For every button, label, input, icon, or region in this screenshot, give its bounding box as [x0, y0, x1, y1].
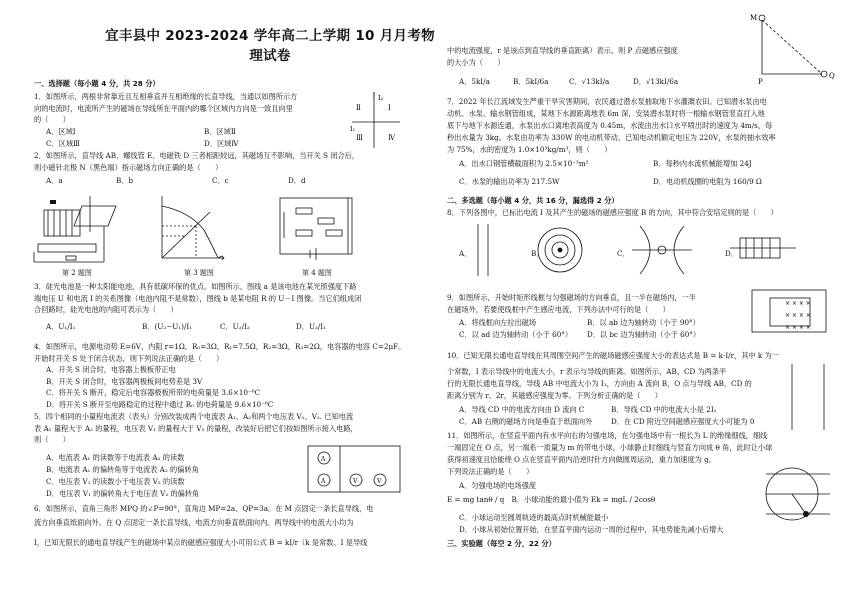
q3-line: 合回路时，硅光电池的内阻可表示为（ ） [34, 305, 178, 314]
q5-option: C．电压表 V₁ 的读数小于电压表 V₂ 的读数 [46, 477, 185, 486]
q8-line: 8．下列各图中，已标出电流 I 及其产生的磁场的磁感应强度 B 的方向，其中符合安培定则的是（ ） [447, 208, 778, 217]
q4-option: C．将开关 S 断开，稳定后电容器极板所带的电荷量是 3.6×10⁻⁶C [46, 388, 261, 397]
q11-option: E = mg tanθ / q B．小球动能的最小值为 Ek = mgL / 2cosθ [447, 495, 656, 504]
figure-caption: 第 3 题图 [184, 269, 214, 277]
q8-figure-d [730, 238, 796, 258]
q1-region-label: Ⅱ [356, 104, 361, 112]
q11-line: 获得初速度且恰能绕 O 点在竖直平面内沿逆时针方向做圆周运动，重力加速度为 g。 [447, 455, 716, 464]
q7-line: 秒出水量为 3kg。水泵由功率为 330W 的电动机带动，已知电动机额定电压为 220V，水泵的抽水效率 [447, 133, 776, 142]
q4-option: A．开关 S 闭合时，电容器上极板带正电 [46, 365, 176, 374]
q1-option: B．区域Ⅱ [204, 127, 236, 136]
q7-option: B．每秒内水流机械能增加 24J [653, 159, 752, 168]
charged-ball-icon [803, 511, 809, 517]
q2-option: A．a [46, 176, 63, 185]
q1-region-label: Ⅳ [388, 134, 395, 142]
q10-option: D．在 CD 附近空间磁感应强度大小可能为 0 [611, 417, 755, 426]
voltmeter-icon: V [353, 478, 358, 485]
q1-current-label: I₁ [350, 125, 356, 133]
q3-option: C．U₂/I₂ [220, 322, 250, 331]
q2-option: C．c [212, 176, 229, 185]
q1-current-label: I₂ [378, 94, 384, 102]
q1-option: A．区域Ⅰ [46, 127, 76, 136]
section-heading: 三、实验题（每空 2 分，22 分） [447, 539, 556, 548]
magnetic-field-cross-icon: × × × × [785, 324, 811, 331]
q11-line: 一端固定在 O 点，另一端系一质量为 m 的带电小球。小球静止时细线与竖直方向成 θ 角，此时让小球 [447, 443, 773, 452]
q5-option: D．电压表 V₁ 的偏转角大于电压表 V₂ 的偏转角 [46, 489, 200, 498]
ammeter-icon: A [321, 456, 326, 463]
magnetic-field-cross-icon: × × × × [785, 300, 811, 307]
q10-figure [792, 364, 824, 430]
magnetic-field-cross-icon: × × × × [785, 312, 811, 319]
q10-line: 距离分别为 r、2r，其磁感应强度为零。下列分析正确的是（ ） [447, 391, 662, 400]
q11-option: C．小球运动至圆周轨迹的最高点时机械能最小 [459, 513, 609, 522]
q6-point-label: M [750, 14, 758, 22]
q2-option: D．d [288, 176, 306, 185]
q5-line: 则（ ） [34, 435, 70, 444]
q6-line: 流方向垂直纸面向外。在 Q 点固定一条长直导线，电流方向垂直纸面向内。两导线中的电流大小均为 [34, 518, 354, 527]
q6-line: 6．如图所示，直角三角形 MPQ 的∠P=90°，直角边 MP=2a、QP=3a。在 M 点固定一条长直导线，电 [34, 504, 374, 513]
q5-option: A．电流表 A₁ 的读数等于电流表 A₂ 的读数 [46, 453, 185, 462]
q11-figure [766, 468, 830, 520]
q6-line: 的大小为（ ） [447, 58, 505, 67]
page-title: 宜丰县中 2023-2024 学年高二上学期 10 月月考物理试卷 [105, 28, 435, 64]
q6-line: 中的电流强度，r 是该点到直导线的垂直距离）表示。则 P 点磁感应强度 [447, 46, 678, 55]
q2-line: 2．如图所示，直导线 AB、螺线管 E、电磁铁 D 三者相距较远，其磁场互不影响，当开关 S 闭合后， [34, 151, 360, 160]
q7-line: 动机、水泵、输水钢管组成，某地下水源距离地表 6m 深，安装潜水泵时将一根输水钢管竖直打入地 [447, 109, 765, 118]
q9-line: 9．如图所示，开始时矩形线框与匀强磁场的方向垂直，且一半在磁场内，一半 [447, 293, 696, 302]
q10-line: 10．已知无限长通电直导线在其周围空间产生的磁场磁感应强度大小的表达式是 B = k·I/r，其中 k 为一 [447, 351, 779, 360]
q11-line: 11．如图所示，在竖直平面内有水平向右的匀强电场，在匀强电场中有一根长为 L 的绝缘细线，细线 [447, 431, 768, 440]
q7-line: 7．2022 年长江流域发生严重干旱灾害期间，农民通过潜水泵抽取地下水灌溉农田。已知潜水泵由电 [447, 97, 767, 106]
q8-option: D． [725, 249, 738, 258]
q10-option: B．导线 CD 中的电流大小是 2I₁ [611, 405, 717, 414]
q7-line: 为 75%，水的密度为 1.0×10³kg/m³，则（ ） [447, 145, 612, 154]
q6-figure [759, 15, 827, 77]
q6-option: B．5kI/6a [513, 77, 549, 86]
q4-option: D．将开关 S 断开至电路稳定的过程中通过 R₀ 的电荷量是 9.6×10⁻⁶C [46, 399, 274, 409]
q1-region-label: Ⅰ [388, 104, 391, 112]
q10-line: 个常数，I 表示导线中的电流大小，r 表示与导线的距离。如图所示，AB、CD 为两条平 [447, 367, 727, 376]
voltmeter-icon: V [377, 478, 382, 485]
q7-option: D．电动机线圈的电阻为 160/9 Ω [653, 177, 762, 186]
q8-figure-a [478, 224, 488, 276]
q8-option: A． [459, 249, 472, 258]
section-heading: 一、选择题（每小题 4 分，共 28 分） [34, 79, 160, 88]
q1-line: 的（ ） [34, 115, 70, 124]
q1-option: D．区域Ⅳ [204, 139, 239, 148]
q8-option: B． [531, 249, 544, 258]
figure-caption: 第 4 题图 [302, 269, 332, 277]
q6-option: D．√13kI/6a [633, 77, 679, 86]
q9-option: C．以 ad 边为轴转动（小于 60°） [459, 330, 573, 339]
q11-option: A．匀强电场的电场强度 [459, 481, 537, 490]
q9-option: B．以 ab 边为轴转动（小于 90°） [587, 318, 700, 327]
q1-line: 1．如图所示，两根非常靠近且互相垂直并互相绝缘的长直导线，当通以如图所示方 [34, 92, 298, 101]
q11-line: 下列说法正确的是（ ） [447, 467, 534, 476]
ammeter-icon: A [321, 478, 326, 485]
q5-figure [308, 446, 400, 492]
q7-line: 底下与地下水源连通，水泵出水口离地表高度为 0.45m，水流由出水口水平喷出时的速度为 4m/s，每 [447, 121, 773, 130]
q9-option: D．以 bc 边为轴转动（小于 60°） [587, 330, 701, 339]
q9-option: A．将线框向左拉出磁场 [459, 318, 537, 327]
q5-line: 表 A₁ 量程大于 A₂ 的量程，电压表 V₁ 的量程大于 V₂ 的量程，改装好后把它们按如图所示接入电路， [34, 423, 358, 433]
q8-figure-c [632, 226, 692, 274]
q2-option: B．b [116, 176, 134, 185]
q8-option: C． [617, 249, 630, 258]
q11-option: D．小球从初始位置开始，在竖直平面内运动一周的过程中，其电势能先减小后增大 [459, 525, 724, 534]
q6-option: C．√13kI/a [569, 77, 610, 86]
q3-option: D．U₂/I₁ [296, 322, 327, 331]
q3-line: 端电压 U 和电流 I 的关系图像（电池内阻不是常数），图线 b 是某电阻 R 的 U－I 图像。当它们组成闭 [34, 293, 362, 303]
q4-option: B．开关 S 闭合时，电容器两极板间电势差是 3V [46, 376, 203, 386]
q7-option: C．水泵的输出功率为 217.5W [459, 177, 560, 186]
q9-line: 在磁场外，若要使线框中产生感应电流，下列办法中可行的是（ ） [447, 305, 670, 314]
figure-caption: 第 2 题图 [62, 269, 92, 277]
q4-line: 4．如图所示，电源电动势 E=6V，内阻 r=1Ω，R₀=3Ω，R₁=7.5Ω，R₂=3Ω，R₃=2Ω，电容器的电容 C=2μF。 [34, 342, 406, 351]
q6-point-label: P [758, 78, 763, 86]
q6-option: A．5kI/a [459, 77, 490, 86]
q10-line: 行的无限长通电直导线，导线 AB 中电流大小为 I₁，方向由 A 流向 B，O 点与导线 AB、CD 的 [447, 379, 752, 388]
q3-option: A．U₁/I₁ [46, 322, 76, 331]
q5-option: B．电流表 A₁ 的偏转角等于电流表 A₂ 的偏转角 [46, 465, 199, 474]
q8-figure-b [538, 228, 582, 272]
q2-line: 则小磁针北极 N（黑色端）指示磁场方向正确的是（ ） [34, 162, 223, 172]
q6-line: I，已知无限长的通电直导线产生的磁场中某点的磁感应强度大小可用公式 B = kI/r（k 是常数、I 是导线 [34, 538, 368, 547]
q1-option: C．区域Ⅲ [46, 139, 80, 148]
q10-option: C．AB 右侧的磁场方向是垂直于纸面向外 [459, 417, 593, 426]
q1-line: 向的电流时，电流所产生的磁场在导线所在平面内的哪个区域内方向是一致且向里 [34, 103, 293, 113]
q4-line: 开始时开关 S 处于闭合状态，则下列说法正确的是（ ） [34, 353, 224, 363]
q1-region-label: Ⅲ [356, 134, 363, 142]
q6-point-label: Q [829, 72, 835, 80]
q7-option: A．出水口钢管横截面积为 2.5×10⁻³m² [459, 159, 589, 168]
q3-option: B．(U₂−U₁)/I₁ [142, 322, 193, 331]
q5-line: 5．四个相同的小量程电流表（表头）分别改装成两个电流表 A₁、A₂和两个电压表 V₁、V₂. 已知电流 [34, 412, 354, 421]
section-heading: 二、多选题（每小题 4 分，共 16 分，漏选得 2 分） [447, 196, 619, 205]
q3-line: 3．硅光电池是一种太阳能电池，具有低碳环保的优点。如图所示，图线 a 是该电池在某光照强度下路 [34, 282, 357, 291]
q10-option: A．导线 CD 中的电流方向由 D 流向 C [459, 405, 585, 414]
